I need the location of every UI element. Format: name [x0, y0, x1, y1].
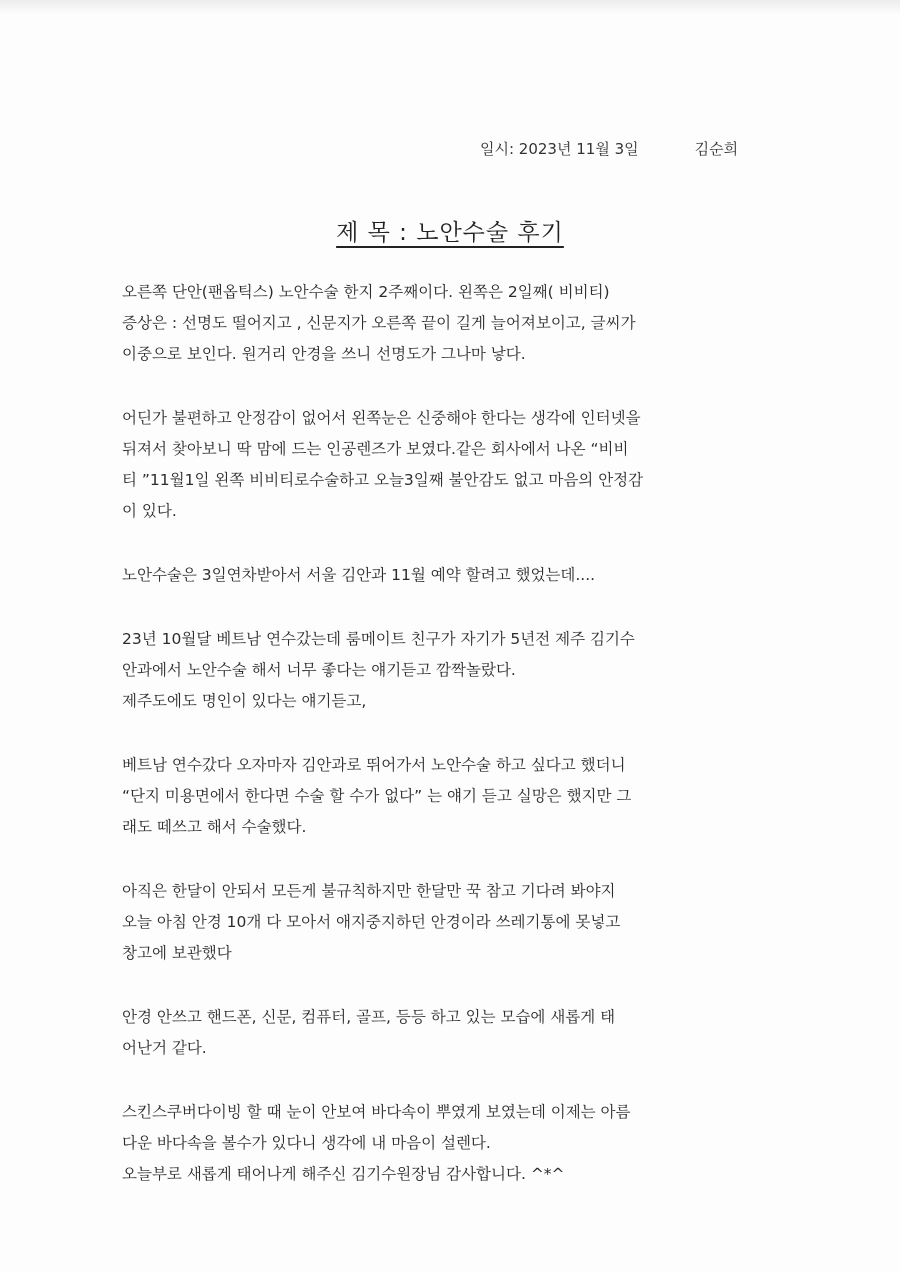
- text-line: “단지 미용면에서 한다면 수술 할 수가 없다” 는 얘기 듣고 실망은 했지만 그: [122, 787, 632, 805]
- text-line: 오늘 아침 안경 10개 다 모아서 애지중지하던 안경이라 쓰레기통에 못넣고: [122, 913, 621, 931]
- document-header: [480, 138, 738, 159]
- text-line: 창고에 보관했다: [122, 944, 232, 962]
- paragraph-6: [122, 876, 782, 969]
- text-line: 뒤져서 찾아보니 딱 맘에 드는 인공렌즈가 보였다.같은 회사에서 나온 “비비: [122, 440, 629, 458]
- document-title: [0, 214, 900, 247]
- paragraph-2: [122, 403, 782, 527]
- paragraph-5: [122, 750, 782, 843]
- paragraph-3: [122, 560, 782, 591]
- paragraph-8: [122, 1097, 782, 1190]
- paragraph-4: [122, 624, 782, 717]
- text-line: 래도 떼쓰고 해서 수술했다.: [122, 818, 307, 836]
- text-line: 어딘가 불편하고 안정감이 없어서 왼쪽눈은 신중해야 한다는 생각에 인터넷을: [122, 409, 641, 427]
- text-line: 베트남 연수갔다 오자마자 김안과로 뛰어가서 노안수술 하고 싶다고 했더니: [122, 756, 626, 774]
- text-line: 이중으로 보인다. 원거리 안경을 쓰니 선명도가 그나마 낳다.: [122, 345, 526, 363]
- text-line: 노안수술은 3일연차받아서 서울 김안과 11월 예약 할려고 했었는데....: [122, 566, 596, 584]
- text-line: 아직은 한달이 안되서 모든게 불규칙하지만 한달만 꾹 참고 기다려 봐야지: [122, 882, 616, 900]
- text-line: 스킨스쿠버다이빙 할 때 눈이 안보여 바다속이 뿌였게 보였는데 이제는 아름: [122, 1103, 631, 1121]
- text-line: 증상은 : 선명도 떨어지고 , 신문지가 오른쪽 끝이 길게 늘어져보이고, 글씨가: [122, 314, 636, 332]
- title-text: 제 목 : 노안수술 후기: [336, 220, 564, 246]
- text-line: 이 있다.: [122, 502, 177, 520]
- paragraph-1: [122, 277, 782, 370]
- text-line: 오른쪽 단안(팬옵틱스) 노안수술 한지 2주째이다. 왼쪽은 2일째( 비비티): [122, 283, 610, 301]
- text-line: 23년 10월달 베트남 연수갔는데 룸메이트 친구가 자기가 5년전 제주 김기수: [122, 630, 635, 648]
- text-line: 다운 바다속을 볼수가 있다니 생각에 내 마음이 설렌다.: [122, 1134, 491, 1152]
- text-line: 제주도에도 명인이 있다는 얘기듣고,: [122, 692, 367, 710]
- paragraph-7: [122, 1002, 782, 1064]
- date-line: 일시: 2023년 11월 3일: [480, 140, 639, 158]
- author-name: 김순희: [694, 140, 739, 158]
- scan-shadow: [0, 0, 900, 14]
- text-line: 어난거 같다.: [122, 1039, 207, 1057]
- text-line: 안경 안쓰고 핸드폰, 신문, 컴퓨터, 골프, 등등 하고 있는 모습에 새롭게 태: [122, 1008, 616, 1026]
- document-body: [122, 277, 782, 1223]
- text-line: 오늘부로 새롭게 태어나게 해주신 김기수원장님 감사합니다. ^*^: [122, 1165, 565, 1183]
- text-line: 티 ”11월1일 왼쪽 비비티로수술하고 오늘3일째 불안감도 없고 마음의 안정감: [122, 471, 644, 489]
- text-line: 안과에서 노안수술 해서 너무 좋다는 얘기듣고 깜짝놀랐다.: [122, 661, 516, 679]
